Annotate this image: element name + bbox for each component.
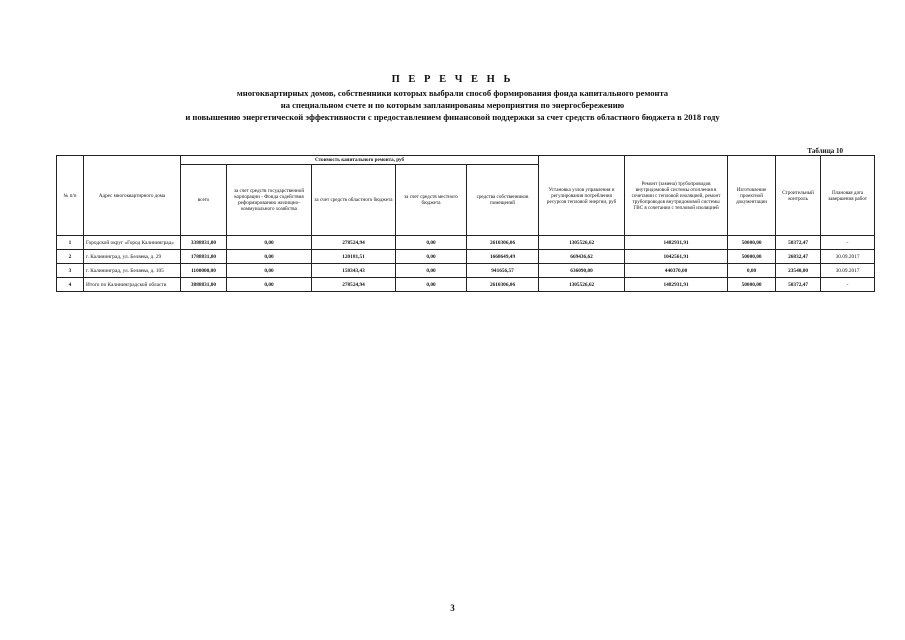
cell-owners: 941656,57 bbox=[467, 264, 539, 278]
cell-control: 50372,47 bbox=[776, 236, 821, 250]
document-title: П Е Р Е Ч Е Н Ь bbox=[391, 74, 514, 85]
table-label: Таблица 10 bbox=[807, 147, 843, 155]
header-owners: средства собственников помещений bbox=[467, 165, 539, 236]
document-subtitle-line-2: на специальном счете и по которым запланированы мероприятия по энергосбережению bbox=[280, 100, 625, 110]
table-row-total bbox=[57, 278, 875, 292]
cell-design: 50000,00 bbox=[728, 278, 776, 292]
cell-total: 3388831,00 bbox=[181, 236, 227, 250]
cell-design: 0,00 bbox=[728, 264, 776, 278]
header-num: № п/п bbox=[57, 156, 84, 236]
cell-control: 23540,00 bbox=[776, 264, 821, 278]
cell-deadline: 30.09.2017 bbox=[821, 264, 875, 278]
header-fund: за счет средств государственной корпорации - Фонда содействия реформированию жилищно-коммунального хозяйства bbox=[227, 165, 312, 236]
cell-total: 3888831,00 bbox=[181, 278, 227, 292]
repair-list-table bbox=[56, 155, 875, 292]
header-local: за счет средств местного бюджета bbox=[396, 165, 467, 236]
header-pipes: Ремонт (замена) трубопроводов внутридомовой системы отопления в сочетании с тепловой изоляцией, ремонт трубопроводов внутридомовой системы ГВС в сочетании с тепловой изоляцией bbox=[625, 156, 728, 236]
cell-num: 1 bbox=[57, 236, 84, 250]
header-total: всего bbox=[181, 165, 227, 236]
cell-metering: 1305526,62 bbox=[539, 236, 625, 250]
cell-pipes: 1042561,91 bbox=[625, 250, 728, 264]
header-metering: Установка узлов управления и регулирования потребления ресурсов тепловой энергии, руб bbox=[539, 156, 625, 236]
header-control: Строительный контроль bbox=[776, 156, 821, 236]
cell-regional: 278524,94 bbox=[312, 278, 396, 292]
document-subtitle-line-3: и повышению энергетической эффективности с предоставлением финансовой поддержки за счет средств областного бюджета в 2018 году bbox=[185, 112, 720, 122]
table-row bbox=[57, 250, 875, 264]
table-header-row-1 bbox=[57, 156, 875, 165]
cell-regional: 158343,43 bbox=[312, 264, 396, 278]
header-cost-group: Стоимость капитального ремонта, руб bbox=[181, 156, 539, 165]
cell-num: 2 bbox=[57, 250, 84, 264]
cell-deadline: - bbox=[821, 236, 875, 250]
cell-owners: 2610306,06 bbox=[467, 236, 539, 250]
header-design: Изготовление проектной документации bbox=[728, 156, 776, 236]
cell-pipes: 1482931,91 bbox=[625, 278, 728, 292]
cell-num: 3 bbox=[57, 264, 84, 278]
cell-local: 0,00 bbox=[396, 278, 467, 292]
cell-metering: 636090,00 bbox=[539, 264, 625, 278]
header-regional: за счет средств областного бюджета bbox=[312, 165, 396, 236]
cell-fund: 0,00 bbox=[227, 236, 312, 250]
cell-address: г. Калининград, ул. Беляева, д. 105 bbox=[84, 264, 181, 278]
cell-pipes: 440370,00 bbox=[625, 264, 728, 278]
cell-metering: 669436,62 bbox=[539, 250, 625, 264]
cell-address: г. Калининград, ул. Беляева, д. 29 bbox=[84, 250, 181, 264]
cell-metering: 1305526,62 bbox=[539, 278, 625, 292]
cell-local: 0,00 bbox=[396, 236, 467, 250]
cell-total: 1100000,00 bbox=[181, 264, 227, 278]
cell-num: 4 bbox=[57, 278, 84, 292]
cell-local: 0,00 bbox=[396, 250, 467, 264]
cell-deadline: 30.09.2017 bbox=[821, 250, 875, 264]
document-header bbox=[0, 73, 905, 123]
cell-fund: 0,00 bbox=[227, 264, 312, 278]
cell-control: 50372,47 bbox=[776, 278, 821, 292]
cell-regional: 120181,51 bbox=[312, 250, 396, 264]
cell-address: Городской округ «Город Калининград» bbox=[84, 236, 181, 250]
cell-fund: 0,00 bbox=[227, 278, 312, 292]
header-address: Адрес многоквартирного дома bbox=[84, 156, 181, 236]
cell-design: 50000,00 bbox=[728, 236, 776, 250]
cell-pipes: 1482931,91 bbox=[625, 236, 728, 250]
cell-deadline: - bbox=[821, 278, 875, 292]
cell-owners: 1668649,49 bbox=[467, 250, 539, 264]
document-subtitle-line-1: многоквартирных домов, собственники которых выбрали способ формирования фонда капитального ремонта bbox=[236, 88, 669, 98]
cell-control: 26832,47 bbox=[776, 250, 821, 264]
cell-regional: 278524,94 bbox=[312, 236, 396, 250]
cell-owners: 2610306,06 bbox=[467, 278, 539, 292]
cell-address: Итого по Калининградской области bbox=[84, 278, 181, 292]
cell-fund: 0,00 bbox=[227, 250, 312, 264]
table-row bbox=[57, 236, 875, 250]
cell-total: 1788831,00 bbox=[181, 250, 227, 264]
page-number: 3 bbox=[450, 603, 455, 613]
header-deadline: Плановая дата завершения работ bbox=[821, 156, 875, 236]
cell-design: 50000,00 bbox=[728, 250, 776, 264]
table-row bbox=[57, 264, 875, 278]
cell-local: 0,00 bbox=[396, 264, 467, 278]
